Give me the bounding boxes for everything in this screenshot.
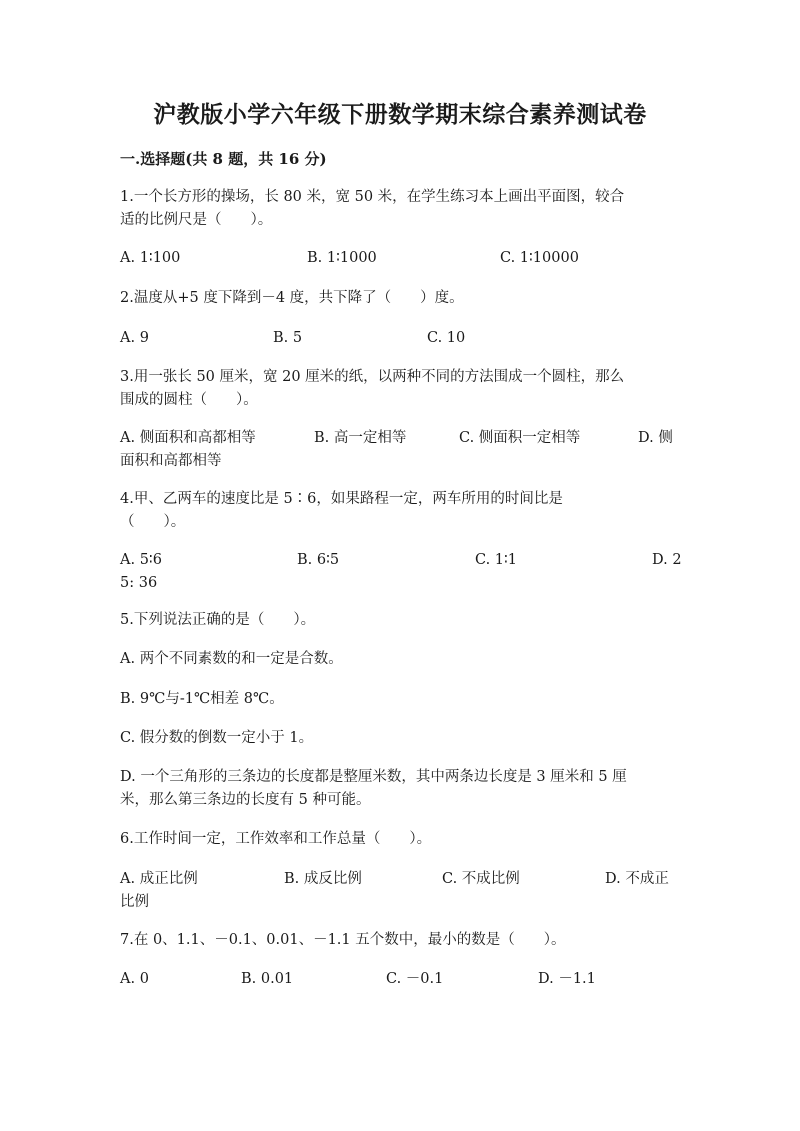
option-a: A. 0 — [120, 971, 149, 987]
option-b: B. 0.01 — [241, 971, 294, 987]
option-c: C. 侧面积一定相等 — [459, 430, 581, 446]
question-text: 3.用一张长 50 厘米，宽 20 厘米的纸，以两种不同的方法围成一个圆柱，那么 — [120, 369, 625, 385]
option-d — [120, 766, 680, 812]
option-d-text-cont: 米，那么第三条边的长度有 5 种可能。 — [120, 792, 371, 808]
question-text: 4.甲、乙两车的速度比是 5∶6，如果路程一定，两车所用的时间比是 — [120, 491, 563, 507]
question-text: 2.温度从+5 度下降到－4 度，共下降了（ ）度。 — [120, 290, 464, 306]
question-3 — [120, 366, 680, 412]
option-b: B. 5 — [273, 330, 303, 346]
option-b: B. 9℃与-1℃相差 8℃。 — [120, 691, 284, 707]
option-a: A. 5∶6 — [120, 552, 162, 568]
option-c: C. 1∶10000 — [500, 250, 579, 266]
question-text-cont: 适的比例尺是（ ）。 — [120, 212, 273, 228]
question-1 — [120, 186, 680, 232]
option-c: C. 不成比例 — [442, 871, 520, 887]
option-wrap: 面积和高都相等 — [120, 453, 222, 469]
question-4 — [120, 488, 680, 534]
question-6-options — [120, 868, 680, 914]
question-5 — [120, 609, 680, 632]
question-7 — [120, 929, 680, 952]
question-text-cont: 围成的圆柱（ ）。 — [120, 392, 258, 408]
option-a: A. 两个不同素数的和一定是合数。 — [120, 651, 343, 667]
option-d: D. －1.1 — [538, 971, 596, 987]
option-wrap: 比例 — [120, 894, 149, 910]
option-d: D. 不成正 — [605, 871, 669, 887]
question-text: 1.一个长方形的操场，长 80 米，宽 50 米，在学生练习本上画出平面图，较合 — [120, 189, 625, 205]
option-a: A. 侧面积和高都相等 — [120, 430, 256, 446]
question-text: 7.在 0、1.1、－0.1、0.01、－1.1 五个数中，最小的数是（ ）。 — [120, 932, 566, 948]
option-a: A. 1∶100 — [120, 250, 181, 266]
section-heading: 一.选择题(共 8 题，共 16 分) — [120, 150, 327, 168]
option-d-text: D. 一个三角形的三条边的长度都是整厘米数，其中两条边长度是 3 厘米和 5 厘 — [120, 769, 627, 785]
option-d: D. 侧 — [638, 430, 673, 446]
question-text: 5.下列说法正确的是（ ）。 — [120, 612, 316, 628]
option-c: C. －0.1 — [386, 971, 444, 987]
question-7-options — [120, 968, 680, 1014]
option-c: C. 假分数的倒数一定小于 1。 — [120, 730, 314, 746]
option-b: B. 高一定相等 — [314, 430, 407, 446]
option-b: B. 成反比例 — [284, 871, 362, 887]
question-2 — [120, 287, 680, 310]
exam-title: 沪教版小学六年级下册数学期末综合素养测试卷 — [153, 101, 647, 128]
option-c: C. 1∶1 — [475, 552, 518, 568]
question-4-options — [120, 549, 680, 595]
option-b: B. 1∶1000 — [307, 250, 377, 266]
option-wrap: 5: 36 — [120, 575, 158, 591]
option-a: A. 9 — [120, 330, 149, 346]
question-3-options — [120, 427, 680, 473]
option-b: B. 6∶5 — [297, 552, 340, 568]
question-text-cont: （ ）。 — [120, 514, 186, 530]
question-text: 6.工作时间一定，工作效率和工作总量（ ）。 — [120, 831, 432, 847]
option-c: C. 10 — [427, 330, 466, 346]
question-6 — [120, 828, 680, 851]
option-a: A. 成正比例 — [120, 871, 198, 887]
option-d: D. 2 — [652, 552, 682, 568]
